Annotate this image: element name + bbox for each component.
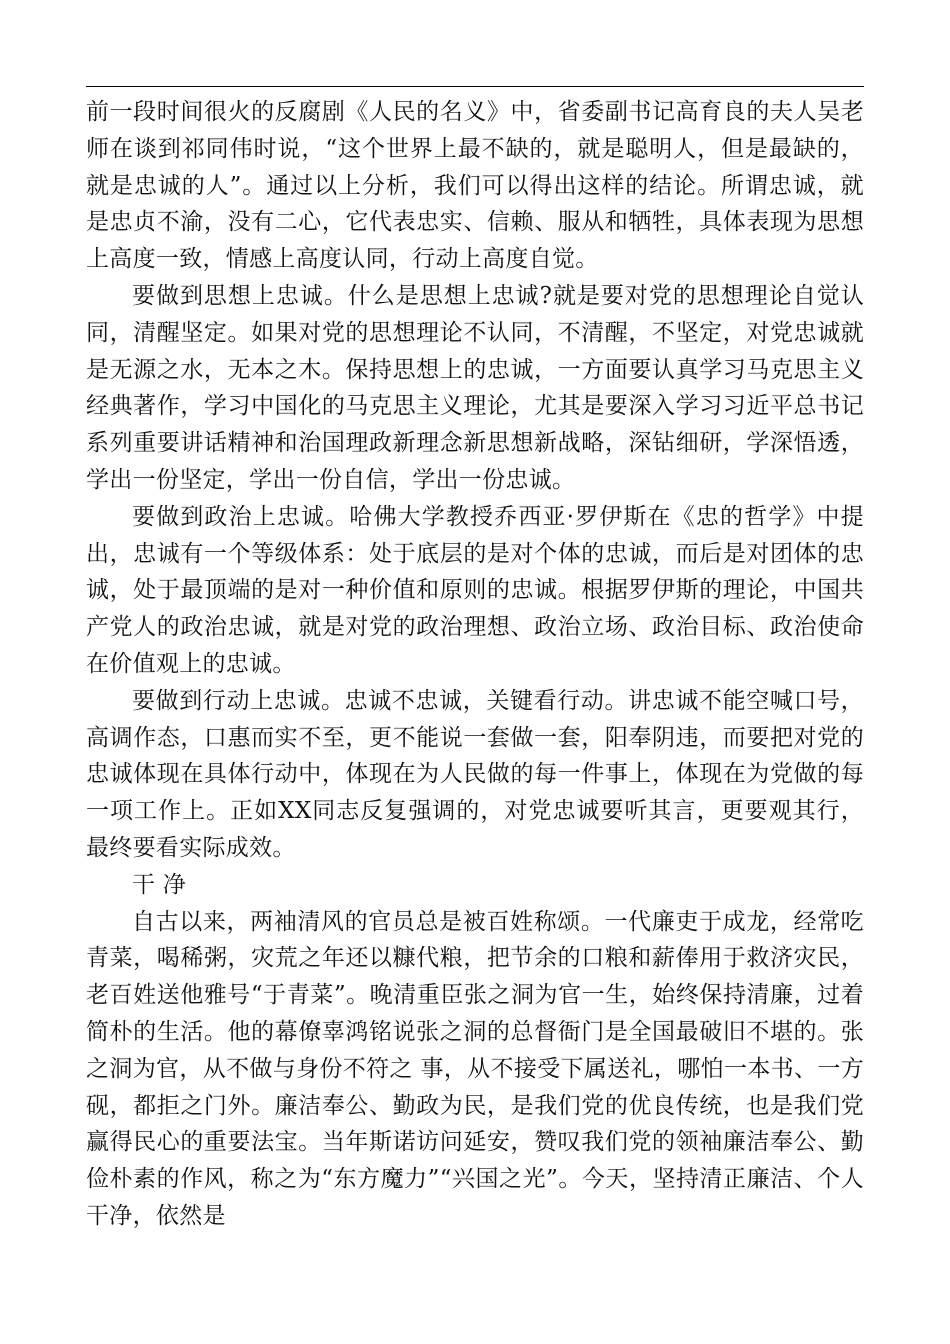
paragraph-continued: 前一段时间很火的反腐剧《人民的名义》中，省委副书记高育良的夫人吴老师在谈到祁同伟时说，“这个世界上最不缺的，就是聪明人，但是最缺的，就是忠诚的人”。通过以上分析，我们可以得出这样的结论。所谓忠诚，就是忠贞不渝，没有二心，它代表忠实、信赖、服从和牺牲，具体表现为思想上高度一致，情感上高度认同，行动上高度自觉。 — [86, 99, 864, 273]
paragraph-integrity: 自古以来，两袖清风的官员总是被百姓称颂。一代廉吏于成龙，经常吃青菜，喝稀粥，灾荒之年还以糠代粮，把节余的口粮和薪俸用于救济灾民，老百姓送他雅号“于青菜”。晚清重臣张之洞为官一生，始终保持清廉，过着简朴的生活。他的幕僚辜鸿铭说张之洞的总督衙门是全国最破旧不堪的。张之洞为官，从不做与身份不符之 事，从不接受下属送礼，哪怕一本书、一方砚，都拒之门外。廉洁奉公、勤政为民，是我们党的优良传统，也是我们党赢得民心的重要法宝。当年斯诺访问延安，赞叹我们党的领袖廉洁奉公、勤俭朴素的作风，称之为“东方魔力”“兴国之光”。今天，坚持清正廉洁、个人干净，依然是 — [86, 908, 864, 1229]
paragraph-political-loyalty: 要做到政治上忠诚。哈佛大学教授乔西亚·罗伊斯在《忠的哲学》中提出，忠诚有一个等级体系：处于底层的是对个体的忠诚，而后是对团体的忠诚，处于最顶端的是对一种价值和原则的忠诚。根据罗伊斯的理论，中国共产党人的政治忠诚，就是对党的政治理想、政治立场、政治目标、政治使命在价值观上的忠诚。 — [86, 503, 864, 677]
section-heading: 干 净 — [132, 871, 187, 898]
document-body — [86, 94, 864, 1235]
paragraph-action-loyalty: 要做到行动上忠诚。忠诚不忠诚，关键看行动。讲忠诚不能空喊口号，高调作态，口惠而实不至，更不能说一套做一套，阳奉阴违，而要把对党的忠诚体现在具体行动中，体现在为人民做的每一件事上，体现在为党做的每一项工作上。正如XX同志反复强调的，对党忠诚要听其言，更要观其行，最终要看实际成效。 — [86, 687, 864, 861]
header-rule — [86, 86, 864, 87]
paragraph-ideological-loyalty: 要做到思想上忠诚。什么是思想上忠诚?就是要对党的思想理论自觉认同，清醒坚定。如果对党的思想理论不认同，不清醒，不坚定，对党忠诚就是无源之水，无本之木。保持思想上的忠诚，一方面要认真学习马克思主义经典著作，学习中国化的马克思主义理论，尤其是要深入学习习近平总书记系列重要讲话精神和治国理政新理念新思想新战略，深钻细研，学深悟透，学出一份坚定，学出一份自信，学出一份忠诚。 — [86, 282, 864, 493]
